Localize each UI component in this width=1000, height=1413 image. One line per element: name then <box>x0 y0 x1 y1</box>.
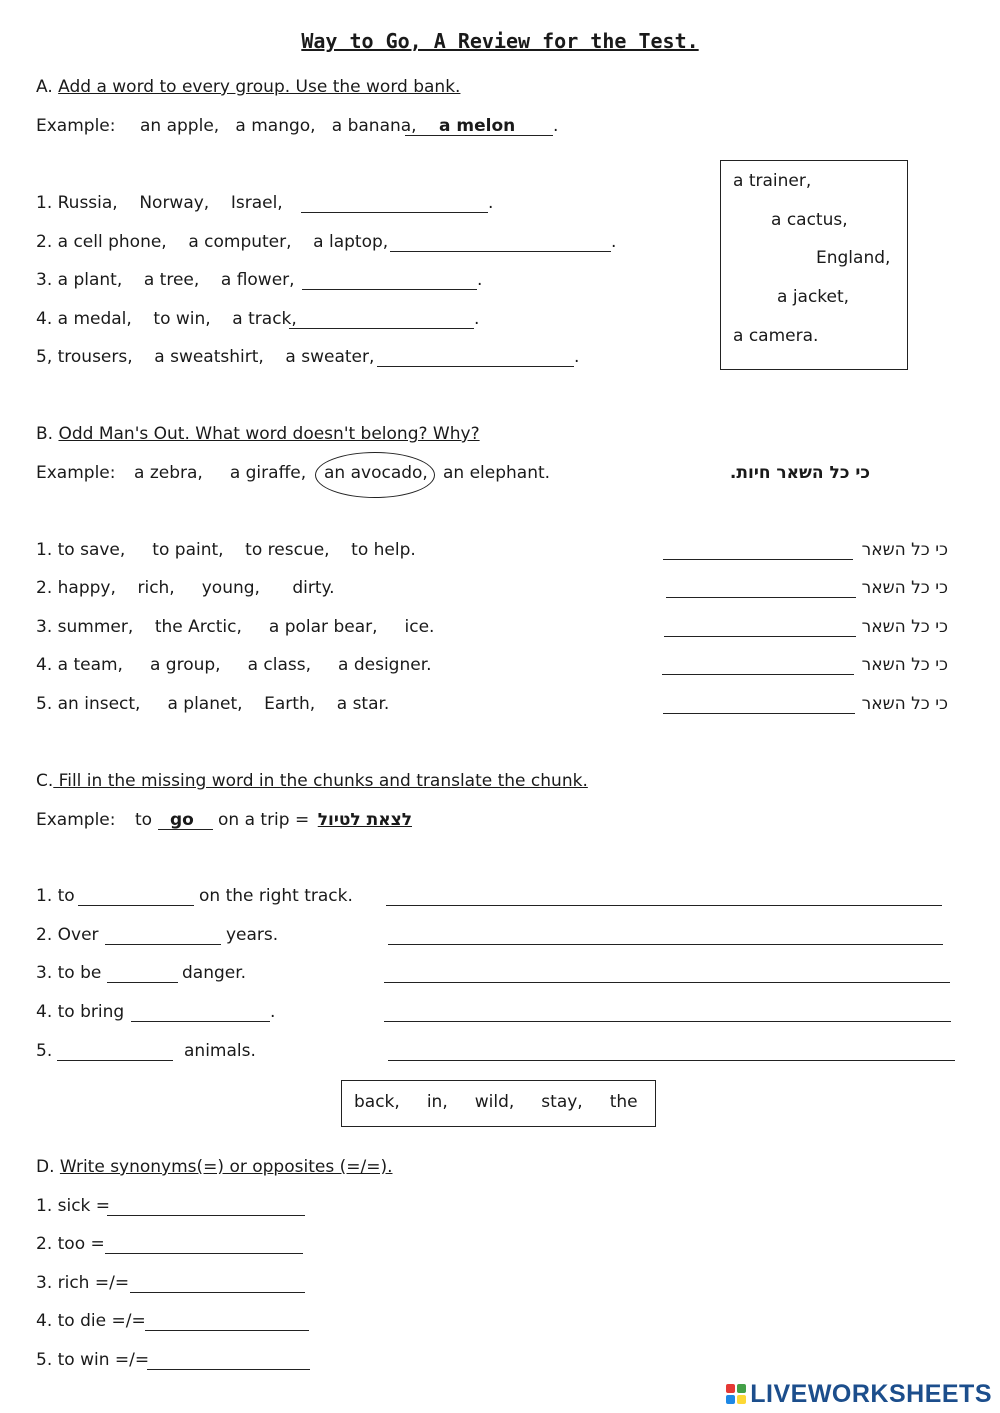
section-a-item-2: 2. a cell phone, a computer, a laptop, <box>36 232 389 252</box>
word-bank-a-word: England, <box>816 248 891 268</box>
section-a-item-5: 5, trousers, a sweatshirt, a sweater, <box>36 347 375 367</box>
section-c-item-3-post: danger. <box>182 963 247 983</box>
period: . <box>574 347 580 367</box>
section-b-item-3-blank[interactable] <box>664 636 856 637</box>
section-d-instruction: Write synonyms(=) or opposites (=/=). <box>59 1157 393 1177</box>
section-b-example-items-end: an elephant. <box>443 463 551 483</box>
section-c-example-answer: go <box>170 810 194 830</box>
section-a-example-items: an apple, a mango, a banana, <box>140 116 417 136</box>
period: . <box>488 193 494 213</box>
logo-square-icon <box>737 1384 746 1393</box>
section-a-item-5-blank[interactable] <box>377 366 574 367</box>
section-c-item-2-pre: 2. Over <box>36 925 99 945</box>
section-c-item-1-pre: 1. to <box>36 886 75 906</box>
section-a-item-1: 1. Russia, Norway, Israel, <box>36 193 283 213</box>
section-d-item-2-blank[interactable] <box>105 1253 303 1254</box>
period: . <box>553 116 559 136</box>
section-a-item-4-blank[interactable] <box>289 328 474 329</box>
section-c-item-4-blank[interactable] <box>131 1021 270 1022</box>
period: . <box>611 232 617 252</box>
section-b-instruction: Odd Man's Out. What word doesn't belong? Why? <box>58 424 480 444</box>
section-a-instruction: Add a word to every group. Use the word bank. <box>58 77 461 97</box>
section-d-heading <box>36 1159 392 1176</box>
section-b-example-items: a zebra, a giraffe, <box>134 463 307 483</box>
logo-square-icon <box>726 1395 735 1404</box>
section-d-item-1: 1. sick = <box>36 1196 111 1216</box>
section-b-reason-prefix: כי כל השאר <box>861 655 948 675</box>
section-b-letter: B. <box>36 424 59 444</box>
section-b-item-4: 4. a team, a group, a class, a designer. <box>36 655 432 675</box>
section-d-item-5-blank[interactable] <box>147 1369 310 1370</box>
section-c-example-label: Example: <box>36 810 116 830</box>
logo-square-icon <box>737 1395 746 1404</box>
section-c-item-1-translation-blank[interactable] <box>386 905 942 906</box>
section-a-item-2-blank[interactable] <box>390 251 611 252</box>
section-c-heading <box>36 773 588 790</box>
period: . <box>477 270 483 290</box>
word-bank-c-words: back, in, wild, stay, the <box>354 1092 638 1112</box>
section-d-item-2: 2. too = <box>36 1234 105 1254</box>
section-c-item-1-post: on the right track. <box>199 886 353 906</box>
section-c-item-2-blank[interactable] <box>105 944 221 945</box>
logo-grid-icon <box>726 1384 746 1404</box>
section-b-item-4-blank[interactable] <box>662 674 854 675</box>
liveworksheets-logo <box>726 1381 992 1407</box>
section-b-reason-prefix: כי כל השאר <box>861 578 948 598</box>
section-c-item-3-translation-blank[interactable] <box>384 982 950 983</box>
section-c-item-5-blank[interactable] <box>57 1060 173 1061</box>
section-a-letter: A. <box>36 77 59 97</box>
section-c-example-to: to <box>135 810 153 830</box>
section-c-item-3-pre: 3. to be <box>36 963 102 983</box>
section-c-item-4-pre: 4. to bring <box>36 1002 125 1022</box>
page-title: Way to Go, A Review for the Test. <box>301 29 699 53</box>
section-b-item-5: 5. an insect, a planet, Earth, a star. <box>36 694 390 714</box>
section-c-item-4-translation-blank[interactable] <box>384 1021 951 1022</box>
section-c-item-5-post: animals. <box>184 1041 256 1061</box>
section-b-reason-prefix: כי כל השאר <box>861 617 948 637</box>
logo-square-icon <box>726 1384 735 1393</box>
section-d-item-4-blank[interactable] <box>145 1330 309 1331</box>
section-b-item-2: 2. happy, rich, young, dirty. <box>36 578 335 598</box>
section-a-example-label: Example: <box>36 116 116 136</box>
section-d-item-4: 4. to die =/= <box>36 1311 146 1331</box>
section-b-item-1: 1. to save, to paint, to rescue, to help. <box>36 540 416 560</box>
section-c-example-rest: on a trip = <box>218 810 310 830</box>
section-b-reason-prefix: כי כל השאר <box>861 694 948 714</box>
section-b-item-2-blank[interactable] <box>666 597 856 598</box>
section-c-item-4-post: . <box>270 1002 276 1022</box>
section-a-item-3-blank[interactable] <box>302 289 477 290</box>
section-d-item-3: 3. rich =/= <box>36 1273 130 1293</box>
section-c-item-2-translation-blank[interactable] <box>388 944 943 945</box>
section-d-item-1-blank[interactable] <box>107 1215 305 1216</box>
section-d-item-3-blank[interactable] <box>130 1292 305 1293</box>
section-a-heading <box>36 79 460 96</box>
word-bank-a-word: a trainer, <box>733 171 812 191</box>
section-b-reason-prefix: כי כל השאר <box>861 540 948 560</box>
section-c-letter: C. <box>36 771 54 791</box>
word-bank-a-word: a jacket, <box>777 287 850 307</box>
section-b-example-circled: an avocado, <box>324 463 428 483</box>
word-bank-a-word: a cactus, <box>771 210 848 230</box>
section-d-letter: D. <box>36 1157 60 1177</box>
section-a-example-answer: a melon <box>439 116 516 136</box>
word-bank-a-word: a camera. <box>733 326 819 346</box>
section-a-item-1-blank[interactable] <box>301 212 488 213</box>
section-c-item-3-blank[interactable] <box>107 982 178 983</box>
section-b-heading <box>36 426 480 443</box>
section-b-item-3: 3. summer, the Arctic, a polar bear, ice. <box>36 617 435 637</box>
section-b-item-5-blank[interactable] <box>663 713 855 714</box>
section-a-item-3: 3. a plant, a tree, a flower, <box>36 270 295 290</box>
section-a-item-4: 4. a medal, to win, a track, <box>36 309 297 329</box>
section-b-example-label: Example: <box>36 463 116 483</box>
section-d-item-5: 5. to win =/= <box>36 1350 150 1370</box>
section-c-instruction: Fill in the missing word in the chunks and translate the chunk. <box>53 771 588 791</box>
logo-text: LIVEWORKSHEETS <box>750 1379 992 1408</box>
section-c-item-5-translation-blank[interactable] <box>388 1060 955 1061</box>
section-b-item-1-blank[interactable] <box>663 559 853 560</box>
period: . <box>474 309 480 329</box>
section-c-example-translation: לצאת לטיול <box>317 810 412 830</box>
section-c-item-1-blank[interactable] <box>78 905 194 906</box>
section-c-item-2-post: years. <box>226 925 279 945</box>
section-c-item-5-pre: 5. <box>36 1041 53 1061</box>
section-b-example-reason: כי כל השאר חיות. <box>729 463 870 483</box>
